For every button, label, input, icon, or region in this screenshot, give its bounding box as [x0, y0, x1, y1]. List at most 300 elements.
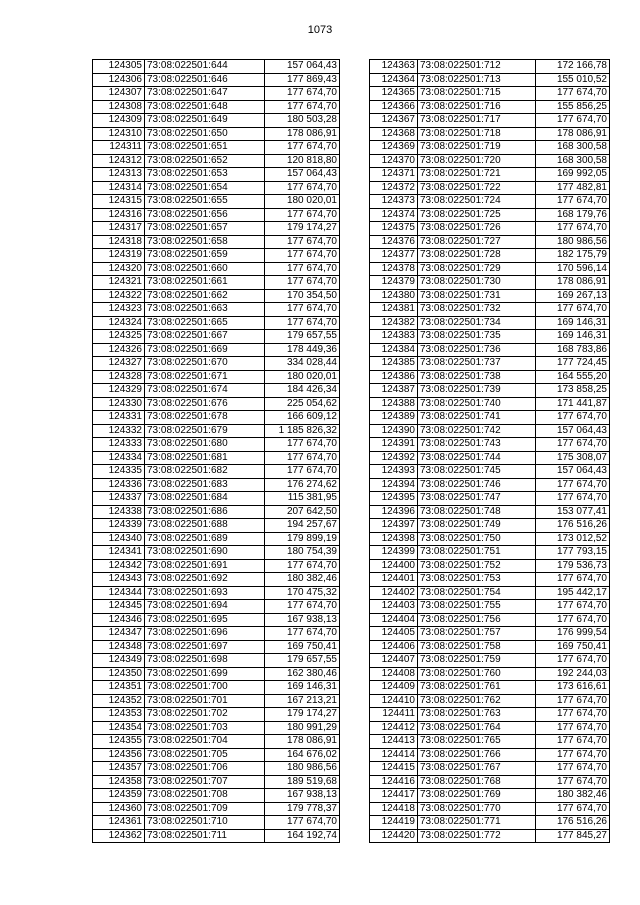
table-row [370, 73, 610, 87]
table-row [370, 384, 610, 398]
table-row [370, 451, 610, 465]
cadastral-number-cell: 73:08:022501:718 [418, 127, 536, 141]
table-row [93, 789, 340, 803]
cadastral-number-cell: 73:08:022501:692 [145, 573, 265, 587]
row-number-cell: 124403 [370, 600, 418, 614]
table-row [93, 141, 340, 155]
value-cell: 166 609,12 [265, 411, 340, 425]
value-cell: 162 380,46 [265, 667, 340, 681]
table-row [93, 289, 340, 303]
row-number-cell: 124306 [93, 73, 145, 87]
table-row [93, 100, 340, 114]
value-cell: 177 674,70 [536, 762, 610, 776]
cadastral-number-cell: 73:08:022501:740 [418, 397, 536, 411]
cadastral-number-cell: 73:08:022501:676 [145, 397, 265, 411]
table-row [93, 708, 340, 722]
value-cell: 178 086,91 [265, 735, 340, 749]
table-row [93, 357, 340, 371]
row-number-cell: 124367 [370, 114, 418, 128]
row-number-cell: 124359 [93, 789, 145, 803]
value-cell: 178 086,91 [265, 127, 340, 141]
row-number-cell: 124384 [370, 343, 418, 357]
cadastral-number-cell: 73:08:022501:686 [145, 505, 265, 519]
value-cell: 169 146,31 [265, 681, 340, 695]
cadastral-number-cell: 73:08:022501:674 [145, 384, 265, 398]
row-number-cell: 124336 [93, 478, 145, 492]
cadastral-number-cell: 73:08:022501:739 [418, 384, 536, 398]
row-number-cell: 124391 [370, 438, 418, 452]
value-cell: 167 938,13 [265, 613, 340, 627]
table-row [370, 627, 610, 641]
row-number-cell: 124315 [93, 195, 145, 209]
table-row [370, 249, 610, 263]
value-cell: 120 818,80 [265, 154, 340, 168]
row-number-cell: 124385 [370, 357, 418, 371]
row-number-cell: 124386 [370, 370, 418, 384]
value-cell: 177 674,70 [536, 492, 610, 506]
cadastral-number-cell: 73:08:022501:720 [418, 154, 536, 168]
table-row [93, 492, 340, 506]
value-cell: 153 077,41 [536, 505, 610, 519]
value-cell: 169 267,13 [536, 289, 610, 303]
value-cell: 170 354,50 [265, 289, 340, 303]
cadastral-number-cell: 73:08:022501:650 [145, 127, 265, 141]
row-number-cell: 124311 [93, 141, 145, 155]
row-number-cell: 124305 [93, 60, 145, 74]
value-cell: 184 426,34 [265, 384, 340, 398]
row-number-cell: 124349 [93, 654, 145, 668]
value-cell: 164 192,74 [265, 829, 340, 843]
row-number-cell: 124309 [93, 114, 145, 128]
table-row [93, 438, 340, 452]
value-cell: 168 783,86 [536, 343, 610, 357]
row-number-cell: 124420 [370, 829, 418, 843]
cadastral-number-cell: 73:08:022501:724 [418, 195, 536, 209]
table-row [370, 154, 610, 168]
row-number-cell: 124410 [370, 694, 418, 708]
row-number-cell: 124411 [370, 708, 418, 722]
value-cell: 167 213,21 [265, 694, 340, 708]
table-row [93, 559, 340, 573]
value-cell: 170 596,14 [536, 262, 610, 276]
row-number-cell: 124377 [370, 249, 418, 263]
cadastral-number-cell: 73:08:022501:691 [145, 559, 265, 573]
value-cell: 178 086,91 [536, 127, 610, 141]
cadastral-number-cell: 73:08:022501:656 [145, 208, 265, 222]
cadastral-number-cell: 73:08:022501:683 [145, 478, 265, 492]
table-row [370, 438, 610, 452]
cadastral-number-cell: 73:08:022501:771 [418, 816, 536, 830]
row-number-cell: 124326 [93, 343, 145, 357]
row-number-cell: 124340 [93, 532, 145, 546]
row-number-cell: 124337 [93, 492, 145, 506]
table-row [93, 168, 340, 182]
row-number-cell: 124361 [93, 816, 145, 830]
table-row [93, 397, 340, 411]
value-cell: 177 674,70 [536, 87, 610, 101]
cadastral-number-cell: 73:08:022501:702 [145, 708, 265, 722]
row-number-cell: 124363 [370, 60, 418, 74]
cadastral-number-cell: 73:08:022501:667 [145, 330, 265, 344]
table-row [370, 208, 610, 222]
value-cell: 169 146,31 [536, 316, 610, 330]
table-row [93, 303, 340, 317]
table-row [370, 370, 610, 384]
value-cell: 176 999,54 [536, 627, 610, 641]
row-number-cell: 124308 [93, 100, 145, 114]
row-number-cell: 124412 [370, 721, 418, 735]
value-cell: 180 382,46 [536, 789, 610, 803]
value-cell: 177 674,70 [265, 465, 340, 479]
table-row [93, 73, 340, 87]
table-row [370, 681, 610, 695]
cadastral-number-cell: 73:08:022501:747 [418, 492, 536, 506]
table-row [93, 316, 340, 330]
row-number-cell: 124390 [370, 424, 418, 438]
cadastral-number-cell: 73:08:022501:659 [145, 249, 265, 263]
table-row [370, 816, 610, 830]
table-row [370, 235, 610, 249]
cadastral-number-cell: 73:08:022501:698 [145, 654, 265, 668]
cadastral-number-cell: 73:08:022501:712 [418, 60, 536, 74]
table-row [93, 478, 340, 492]
table-row [93, 667, 340, 681]
cadastral-number-cell: 73:08:022501:757 [418, 627, 536, 641]
value-cell: 177 674,70 [265, 249, 340, 263]
value-cell: 170 475,32 [265, 586, 340, 600]
table-row [370, 573, 610, 587]
row-number-cell: 124378 [370, 262, 418, 276]
value-cell: 207 642,50 [265, 505, 340, 519]
table-row [370, 667, 610, 681]
cadastral-number-cell: 73:08:022501:646 [145, 73, 265, 87]
table-row [370, 397, 610, 411]
value-cell: 195 442,17 [536, 586, 610, 600]
value-cell: 177 674,70 [536, 195, 610, 209]
value-cell: 176 516,26 [536, 816, 610, 830]
value-cell: 155 856,25 [536, 100, 610, 114]
table-row [93, 721, 340, 735]
cadastral-number-cell: 73:08:022501:721 [418, 168, 536, 182]
cadastral-number-cell: 73:08:022501:701 [145, 694, 265, 708]
table-row [370, 343, 610, 357]
cadastral-number-cell: 73:08:022501:706 [145, 762, 265, 776]
value-cell: 167 938,13 [265, 789, 340, 803]
table-row [93, 600, 340, 614]
cadastral-number-cell: 73:08:022501:694 [145, 600, 265, 614]
row-number-cell: 124353 [93, 708, 145, 722]
row-number-cell: 124342 [93, 559, 145, 573]
value-cell: 177 674,70 [265, 141, 340, 155]
table-row [370, 546, 610, 560]
value-cell: 177 724,45 [536, 357, 610, 371]
table-row [93, 586, 340, 600]
cadastral-number-cell: 73:08:022501:699 [145, 667, 265, 681]
value-cell: 157 064,43 [536, 424, 610, 438]
value-cell: 179 536,73 [536, 559, 610, 573]
value-cell: 157 064,43 [265, 60, 340, 74]
table-row [93, 222, 340, 236]
value-cell: 177 674,70 [536, 775, 610, 789]
row-number-cell: 124418 [370, 802, 418, 816]
table-row [370, 775, 610, 789]
value-cell: 177 674,70 [265, 559, 340, 573]
row-number-cell: 124388 [370, 397, 418, 411]
value-cell: 177 674,70 [536, 114, 610, 128]
right-table-body [370, 60, 610, 843]
value-cell: 177 674,70 [265, 262, 340, 276]
row-number-cell: 124371 [370, 168, 418, 182]
value-cell: 177 674,70 [536, 708, 610, 722]
row-number-cell: 124397 [370, 519, 418, 533]
cadastral-number-cell: 73:08:022501:700 [145, 681, 265, 695]
table-row [93, 154, 340, 168]
cadastral-number-cell: 73:08:022501:761 [418, 681, 536, 695]
value-cell: 168 179,76 [536, 208, 610, 222]
value-cell: 177 674,70 [536, 748, 610, 762]
cadastral-number-cell: 73:08:022501:661 [145, 276, 265, 290]
cadastral-number-cell: 73:08:022501:719 [418, 141, 536, 155]
table-row [370, 613, 610, 627]
value-cell: 177 674,70 [265, 816, 340, 830]
cadastral-number-cell: 73:08:022501:670 [145, 357, 265, 371]
cadastral-number-cell: 73:08:022501:755 [418, 600, 536, 614]
cadastral-number-cell: 73:08:022501:657 [145, 222, 265, 236]
value-cell: 177 674,70 [265, 303, 340, 317]
cadastral-number-cell: 73:08:022501:669 [145, 343, 265, 357]
row-number-cell: 124407 [370, 654, 418, 668]
value-cell: 157 064,43 [536, 465, 610, 479]
value-cell: 155 010,52 [536, 73, 610, 87]
row-number-cell: 124394 [370, 478, 418, 492]
row-number-cell: 124344 [93, 586, 145, 600]
table-row [93, 262, 340, 276]
cadastral-number-cell: 73:08:022501:665 [145, 316, 265, 330]
table-row [93, 451, 340, 465]
table-row [370, 424, 610, 438]
value-cell: 179 174,27 [265, 222, 340, 236]
row-number-cell: 124343 [93, 573, 145, 587]
cadastral-number-cell: 73:08:022501:741 [418, 411, 536, 425]
cadastral-number-cell: 73:08:022501:649 [145, 114, 265, 128]
value-cell: 180 020,01 [265, 195, 340, 209]
row-number-cell: 124362 [93, 829, 145, 843]
cadastral-number-cell: 73:08:022501:749 [418, 519, 536, 533]
value-cell: 169 750,41 [536, 640, 610, 654]
row-number-cell: 124338 [93, 505, 145, 519]
value-cell: 182 175,79 [536, 249, 610, 263]
row-number-cell: 124379 [370, 276, 418, 290]
table-row [93, 343, 340, 357]
table-row [370, 60, 610, 74]
cadastral-number-cell: 73:08:022501:716 [418, 100, 536, 114]
row-number-cell: 124419 [370, 816, 418, 830]
table-row [370, 195, 610, 209]
value-cell: 1 185 826,32 [265, 424, 340, 438]
row-number-cell: 124408 [370, 667, 418, 681]
cadastral-number-cell: 73:08:022501:764 [418, 721, 536, 735]
table-row [93, 411, 340, 425]
cadastral-number-cell: 73:08:022501:748 [418, 505, 536, 519]
row-number-cell: 124398 [370, 532, 418, 546]
table-row [93, 613, 340, 627]
cadastral-number-cell: 73:08:022501:750 [418, 532, 536, 546]
value-cell: 194 257,67 [265, 519, 340, 533]
cadastral-number-cell: 73:08:022501:710 [145, 816, 265, 830]
value-cell: 180 754,39 [265, 546, 340, 560]
row-number-cell: 124323 [93, 303, 145, 317]
left-table [92, 59, 340, 843]
row-number-cell: 124387 [370, 384, 418, 398]
table-row [370, 100, 610, 114]
row-number-cell: 124354 [93, 721, 145, 735]
cadastral-number-cell: 73:08:022501:658 [145, 235, 265, 249]
value-cell: 177 674,70 [265, 627, 340, 641]
value-cell: 173 858,25 [536, 384, 610, 398]
cadastral-number-cell: 73:08:022501:690 [145, 546, 265, 560]
table-row [370, 789, 610, 803]
value-cell: 179 174,27 [265, 708, 340, 722]
value-cell: 189 519,68 [265, 775, 340, 789]
table-row [93, 748, 340, 762]
table-row [370, 289, 610, 303]
table-row [370, 222, 610, 236]
cadastral-number-cell: 73:08:022501:758 [418, 640, 536, 654]
row-number-cell: 124327 [93, 357, 145, 371]
row-number-cell: 124401 [370, 573, 418, 587]
row-number-cell: 124395 [370, 492, 418, 506]
row-number-cell: 124413 [370, 735, 418, 749]
cadastral-number-cell: 73:08:022501:707 [145, 775, 265, 789]
table-row [370, 654, 610, 668]
table-row [93, 276, 340, 290]
cadastral-number-cell: 73:08:022501:752 [418, 559, 536, 573]
cadastral-number-cell: 73:08:022501:765 [418, 735, 536, 749]
table-row [370, 559, 610, 573]
cadastral-number-cell: 73:08:022501:663 [145, 303, 265, 317]
cadastral-number-cell: 73:08:022501:653 [145, 168, 265, 182]
row-number-cell: 124376 [370, 235, 418, 249]
table-row [370, 127, 610, 141]
row-number-cell: 124346 [93, 613, 145, 627]
value-cell: 177 674,70 [536, 573, 610, 587]
table-row [93, 370, 340, 384]
cadastral-number-cell: 73:08:022501:654 [145, 181, 265, 195]
cadastral-number-cell: 73:08:022501:735 [418, 330, 536, 344]
row-number-cell: 124405 [370, 627, 418, 641]
cadastral-number-cell: 73:08:022501:644 [145, 60, 265, 74]
cadastral-number-cell: 73:08:022501:767 [418, 762, 536, 776]
cadastral-number-cell: 73:08:022501:697 [145, 640, 265, 654]
row-number-cell: 124314 [93, 181, 145, 195]
cadastral-number-cell: 73:08:022501:744 [418, 451, 536, 465]
value-cell: 177 845,27 [536, 829, 610, 843]
value-cell: 176 516,26 [536, 519, 610, 533]
table-row [93, 235, 340, 249]
cadastral-number-cell: 73:08:022501:652 [145, 154, 265, 168]
cadastral-number-cell: 73:08:022501:648 [145, 100, 265, 114]
row-number-cell: 124316 [93, 208, 145, 222]
cadastral-number-cell: 73:08:022501:770 [418, 802, 536, 816]
table-row [370, 600, 610, 614]
row-number-cell: 124382 [370, 316, 418, 330]
table-row [93, 762, 340, 776]
row-number-cell: 124334 [93, 451, 145, 465]
table-row [93, 249, 340, 263]
row-number-cell: 124404 [370, 613, 418, 627]
table-row [93, 465, 340, 479]
row-number-cell: 124322 [93, 289, 145, 303]
value-cell: 164 555,20 [536, 370, 610, 384]
table-row [370, 316, 610, 330]
table-row [370, 168, 610, 182]
table-row [370, 465, 610, 479]
row-number-cell: 124383 [370, 330, 418, 344]
value-cell: 177 674,70 [536, 600, 610, 614]
table-row [370, 532, 610, 546]
table-row [370, 640, 610, 654]
value-cell: 177 674,70 [265, 276, 340, 290]
cadastral-number-cell: 73:08:022501:717 [418, 114, 536, 128]
table-row [93, 802, 340, 816]
row-number-cell: 124319 [93, 249, 145, 263]
cadastral-number-cell: 73:08:022501:734 [418, 316, 536, 330]
value-cell: 173 616,61 [536, 681, 610, 695]
table-row [370, 492, 610, 506]
table-row [370, 748, 610, 762]
value-cell: 225 054,62 [265, 397, 340, 411]
table-row [370, 721, 610, 735]
value-cell: 179 657,55 [265, 330, 340, 344]
table-row [93, 519, 340, 533]
cadastral-number-cell: 73:08:022501:660 [145, 262, 265, 276]
table-row [93, 505, 340, 519]
row-number-cell: 124396 [370, 505, 418, 519]
table-row [93, 775, 340, 789]
row-number-cell: 124318 [93, 235, 145, 249]
row-number-cell: 124307 [93, 87, 145, 101]
row-number-cell: 124392 [370, 451, 418, 465]
cadastral-number-cell: 73:08:022501:766 [418, 748, 536, 762]
table-row [370, 141, 610, 155]
table-row [370, 303, 610, 317]
row-number-cell: 124400 [370, 559, 418, 573]
row-number-cell: 124409 [370, 681, 418, 695]
row-number-cell: 124321 [93, 276, 145, 290]
row-number-cell: 124328 [93, 370, 145, 384]
table-row [370, 519, 610, 533]
cadastral-number-cell: 73:08:022501:715 [418, 87, 536, 101]
table-row [93, 114, 340, 128]
table-row [370, 829, 610, 843]
cadastral-number-cell: 73:08:022501:772 [418, 829, 536, 843]
cadastral-number-cell: 73:08:022501:759 [418, 654, 536, 668]
value-cell: 177 674,70 [265, 235, 340, 249]
value-cell: 177 674,70 [536, 721, 610, 735]
row-number-cell: 124339 [93, 519, 145, 533]
row-number-cell: 124415 [370, 762, 418, 776]
left-table-body [93, 60, 340, 843]
row-number-cell: 124399 [370, 546, 418, 560]
table-row [370, 357, 610, 371]
value-cell: 177 674,70 [265, 100, 340, 114]
cadastral-number-cell: 73:08:022501:684 [145, 492, 265, 506]
row-number-cell: 124348 [93, 640, 145, 654]
value-cell: 177 793,15 [536, 546, 610, 560]
value-cell: 177 674,70 [536, 694, 610, 708]
value-cell: 180 382,46 [265, 573, 340, 587]
value-cell: 177 482,81 [536, 181, 610, 195]
